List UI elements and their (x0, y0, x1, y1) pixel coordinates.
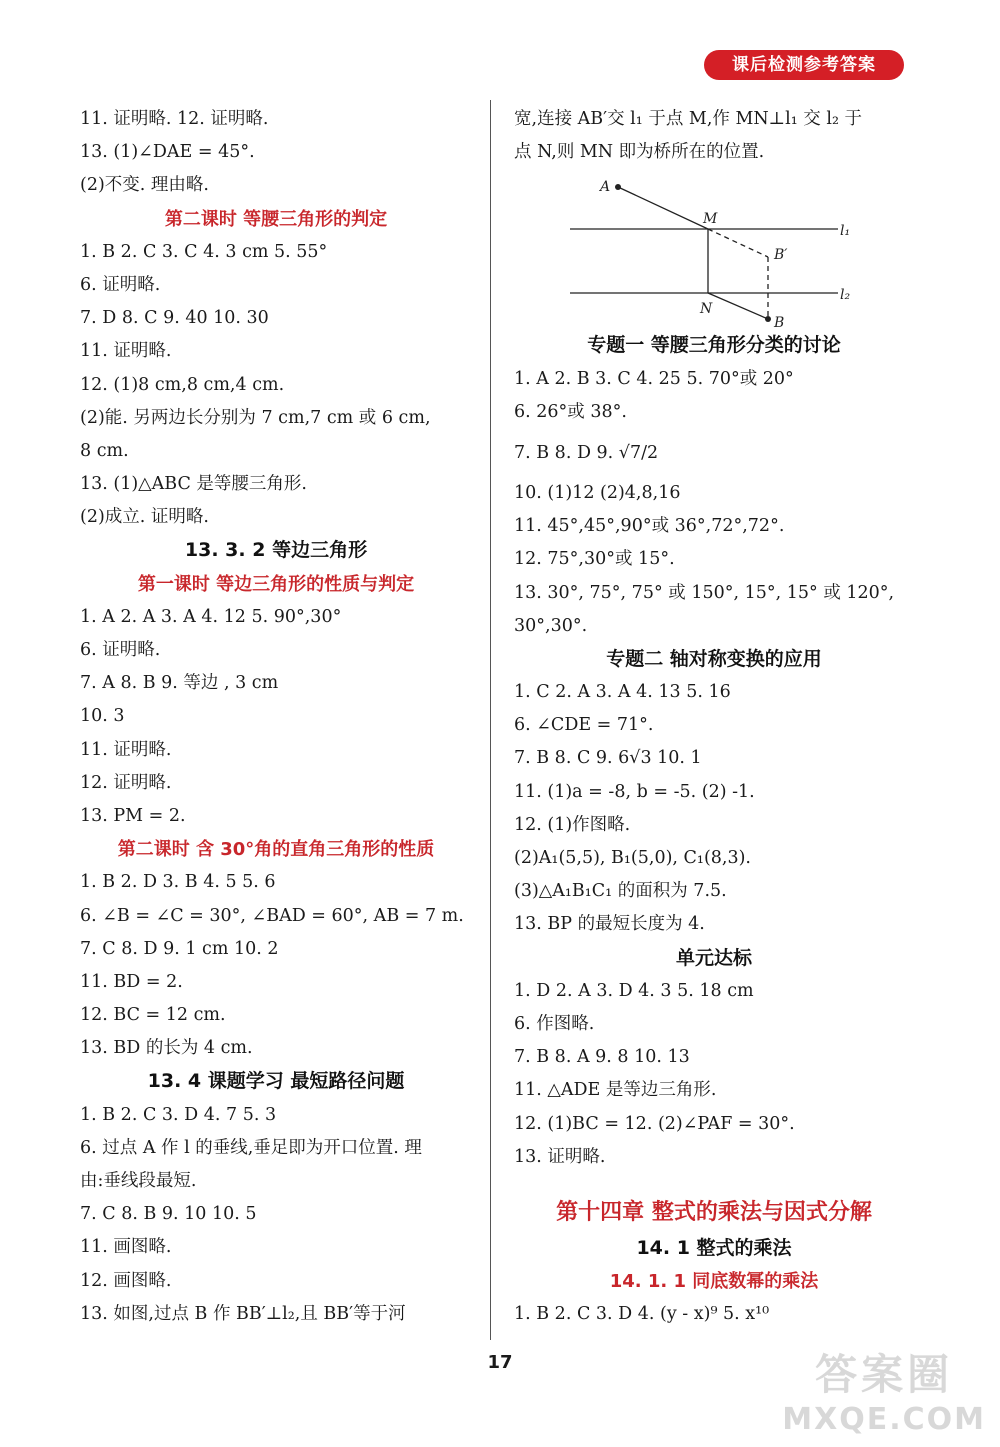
answer-line: 10. 3 (80, 706, 125, 727)
answer-line: 1. C 2. A 3. A 4. 13 5. 16 (514, 682, 731, 703)
answer-line: 11. (1)a = -8, b = -5. (2) -1. (514, 781, 755, 802)
segment-AM (618, 187, 708, 229)
section-title: 14. 1 整式的乘法 (636, 1236, 792, 1259)
bridge-figure (514, 169, 914, 332)
answer-line: 7. C 8. D 9. 1 cm 10. 2 (80, 938, 279, 959)
label-N: N (700, 301, 713, 318)
answer-line: 12. (1)8 cm,8 cm,4 cm. (80, 374, 285, 395)
answer-line: 13. (1)∠DAE = 45°. (80, 142, 255, 163)
watermark-logo: 答案圈 (815, 1350, 954, 1399)
answer-line: 点 N,则 MN 即为桥所在的位置. (514, 142, 765, 163)
answer-line: (2)能. 另两边长分别为 7 cm,7 cm 或 6 cm, (80, 407, 431, 428)
section-heading: 14. 1. 1 同底数幂的乘法 (609, 1271, 819, 1293)
answer-line: 11. 证明略. (80, 341, 172, 362)
answer-line: 30°,30°. (514, 615, 588, 636)
answer-line: 11. 证明略. 12. 证明略. (80, 109, 269, 129)
answer-line: 13. 如图,过点 B 作 BB′⊥l₂,且 BB′等于河 (80, 1303, 406, 1324)
answer-line: 13. (1)△ABC 是等腰三角形. (80, 474, 307, 495)
label-A: A (600, 179, 611, 196)
answer-line: 10. (1)12 (2)4,8,16 (514, 482, 681, 503)
answer-line: 6. ∠CDE = 71°. (514, 715, 654, 736)
label-M: M (703, 211, 718, 228)
answer-line: 1. A 2. B 3. C 4. 25 5. 70°或 20° (514, 368, 794, 389)
label-l1: l₁ (840, 223, 851, 240)
answer-line: 8 cm. (80, 440, 129, 461)
answer-line: 6. ∠B = ∠C = 30°, ∠BAD = 60°, AB = 7 m. (80, 905, 464, 926)
answer-line: 12. 75°,30°或 15°. (514, 549, 675, 570)
label-l2: l₂ (840, 287, 851, 304)
answer-line: 7. B 8. C 9. 6√3 10. 1 (514, 748, 702, 769)
answer-line: 7. A 8. B 9. 等边 , 3 cm (80, 673, 279, 694)
answer-line: 7. C 8. B 9. 10 10. 5 (80, 1204, 257, 1225)
answer-line: (2)A₁(5,5), B₁(5,0), C₁(8,3). (514, 848, 751, 868)
answer-line: 由:垂线段最短. (80, 1171, 197, 1191)
answer-line: 7. B 8. D 9. √7/2 (514, 442, 659, 463)
point-B (765, 316, 771, 322)
answer-line: 13. 证明略. (514, 1146, 606, 1167)
answer-line: 1. D 2. A 3. D 4. 3 5. 18 cm (514, 980, 754, 1001)
answer-line: (2)不变. 理由略. (80, 175, 209, 196)
section-title: 单元达标 (675, 946, 752, 969)
point-A (615, 184, 621, 190)
section-title: 专题一 等腰三角形分类的讨论 (587, 334, 841, 357)
answer-line: 1. B 2. C 3. D 4. (y - x)⁹ 5. x¹⁰ (514, 1304, 770, 1325)
answer-line: 6. 证明略. (80, 640, 161, 660)
answer-line: 7. B 8. A 9. 8 10. 13 (514, 1047, 690, 1068)
segment-MB-prime (708, 229, 768, 257)
section-title: 专题二 轴对称变换的应用 (606, 647, 822, 670)
answer-line: 11. 画图略. (80, 1237, 172, 1258)
answer-line: 1. B 2. C 3. C 4. 3 cm 5. 55° (80, 241, 328, 262)
answer-line: 11. BD = 2. (80, 971, 183, 992)
answer-line: 6. 作图略. (514, 1013, 595, 1034)
label-B-prime: B′ (774, 247, 788, 264)
answer-line: 12. 画图略. (80, 1270, 172, 1291)
section-heading: 第二课时 等腰三角形的判定 (164, 208, 388, 230)
answer-line: 1. A 2. A 3. A 4. 12 5. 90°,30° (80, 606, 342, 627)
answer-line: 6. 26°或 38°. (514, 401, 627, 422)
section-title: 13. 3. 2 等边三角形 (184, 539, 368, 562)
answer-banner: 课后检测参考答案 (704, 50, 904, 80)
left-column (80, 103, 472, 1331)
column-divider (490, 100, 491, 1340)
answer-line: 13. BD 的长为 4 cm. (80, 1038, 253, 1059)
answer-line: 12. (1)BC = 12. (2)∠PAF = 30°. (514, 1113, 795, 1134)
watermark-site: MXQE.COM (782, 1402, 986, 1437)
section-title: 13. 4 课题学习 最短路径问题 (147, 1070, 405, 1093)
bridge-diagram (514, 169, 851, 332)
watermark (782, 1342, 986, 1437)
answer-line: 12. (1)作图略. (514, 814, 631, 835)
chapter-title: 第十四章 整式的乘法与因式分解 (556, 1199, 872, 1225)
answer-line: 6. 过点 A 作 l 的垂线,垂足即为开口位置. 理 (80, 1137, 422, 1158)
answer-line: 1. B 2. D 3. B 4. 5 5. 6 (80, 872, 276, 893)
answer-line: 11. 45°,45°,90°或 36°,72°,72°. (514, 516, 785, 537)
answer-line: (2)成立. 证明略. (80, 507, 209, 528)
answer-line: 11. △ADE 是等边三角形. (514, 1080, 717, 1101)
answer-line: 13. 30°, 75°, 75° 或 150°, 15°, 15° 或 120°, (514, 582, 895, 603)
answer-line: 12. BC = 12 cm. (80, 1005, 226, 1026)
answer-line: 1. B 2. C 3. D 4. 7 5. 3 (80, 1104, 277, 1125)
page-number: 17 (487, 1352, 513, 1373)
section-heading: 第二课时 含 30°角的直角三角形的性质 (117, 839, 435, 861)
answer-line: (3)△A₁B₁C₁ 的面积为 7.5. (514, 881, 727, 902)
answer-line: 13. BP 的最短长度为 4. (514, 914, 705, 935)
label-B: B (774, 315, 785, 332)
answer-line: 7. D 8. C 9. 40 10. 30 (80, 308, 269, 329)
answer-line: 11. 证明略. (80, 739, 172, 760)
segment-NB (708, 293, 768, 319)
answer-line: 宽,连接 AB′交 l₁ 于点 M,作 MN⊥l₁ 交 l₂ 于 (514, 109, 863, 129)
answer-line: 12. 证明略. (80, 772, 172, 793)
answer-line: 6. 证明略. (80, 274, 161, 295)
section-heading: 第一课时 等边三角形的性质与判定 (137, 573, 415, 595)
right-column (514, 103, 914, 1331)
answer-line: 13. PM = 2. (80, 805, 186, 826)
